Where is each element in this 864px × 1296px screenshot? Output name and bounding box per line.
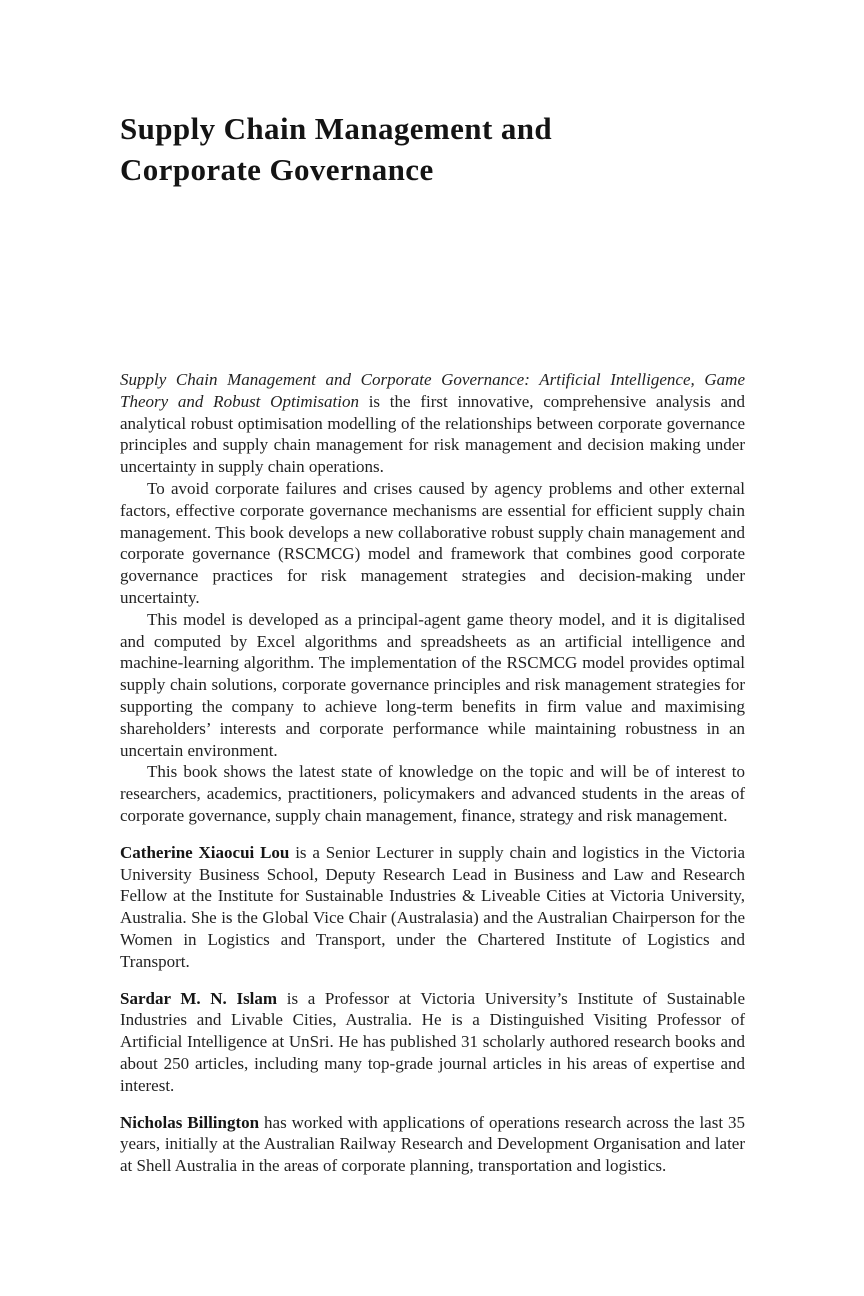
author-name-catherine-lou: Catherine Xiaocui Lou bbox=[120, 842, 290, 862]
author-bio-catherine-lou bbox=[120, 842, 745, 973]
author-bio-sardar-islam-text: is a Professor at Victoria University’s Institute of Sustainable Industries and Livable Cities, Australia. He is a Distinguished Visiting Professor of Artificial Intelligence at UnSri. He has published 31 scholarly authored research books and about 250 articles, including many top-grade journal articles in his areas of expertise and interest. bbox=[120, 988, 745, 1095]
book-description bbox=[120, 369, 745, 1177]
author-name-nicholas-billington: Nicholas Billington bbox=[120, 1112, 260, 1132]
book-title bbox=[120, 108, 745, 190]
author-bio-sardar-islam bbox=[120, 988, 745, 1097]
description-paragraph-4: This book shows the latest state of knowledge on the topic and will be of interest to researchers, academics, practitioners, policymakers and advanced students in the areas of corporate governance, supply chain management, finance, strategy and risk management. bbox=[120, 762, 745, 825]
description-paragraph-3: This model is developed as a principal-agent game theory model, and it is digitalised and computed by Excel algorithms and spreadsheets as an artificial intelligence and machine-learning algorithm. The implementation of the RSCMCG model provides optimal supply chain solutions, corporate governance principles and risk management strategies for supporting the company to achieve long-term benefits in firm value and maximising shareholders’ interests and corporate performance while maintaining robustness in an uncertain environment. bbox=[120, 609, 745, 760]
description-paragraph-1-text: is the first innovative, comprehensive analysis and analytical robust optimisation modelling of the relationships between corporate governance principles and supply chain management for risk management and decision making under uncertainty in supply chain operations. bbox=[120, 391, 745, 477]
author-bio-nicholas-billington-text: has worked with applications of operations research across the last 35 years, initially at the Australian Railway Research and Development Organisation and later at Shell Australia in the areas of corporate planning, transportation and logistics. bbox=[120, 1112, 746, 1176]
book-full-title-italic: Supply Chain Management and Corporate Governance: Artificial Intelligence, Game Theory and Robust Optimisation bbox=[120, 370, 745, 411]
description-paragraph-2: To avoid corporate failures and crises caused by agency problems and other external factors, effective corporate governance mechanisms are essential for efficient supply chain management. This book develops a new collaborative robust supply chain management and corporate governance (RSCMCG) model and framework that combines good corporate governance practices for risk management strategies and decision-making under uncertainty. bbox=[120, 478, 745, 607]
author-bio-catherine-lou-text: is a Senior Lecturer in supply chain and logistics in the Victoria University Business School, Deputy Research Lead in Business and Law and Research Fellow at the Institute for Sustainable Industries & Liveable Cities at Victoria University, Australia. She is the Global Vice Chair (Australasia) and the Australian Chairperson for the Women in Logistics and Transport, under the Chartered Institute of Logistics and Transport. bbox=[120, 842, 745, 971]
author-bio-nicholas-billington bbox=[120, 1112, 745, 1177]
book-title-line-1: Supply Chain Management and bbox=[120, 111, 552, 146]
author-name-sardar-islam: Sardar M. N. Islam bbox=[120, 988, 278, 1008]
book-title-line-2: Corporate Governance bbox=[120, 152, 434, 187]
description-paragraph-1 bbox=[120, 369, 745, 478]
